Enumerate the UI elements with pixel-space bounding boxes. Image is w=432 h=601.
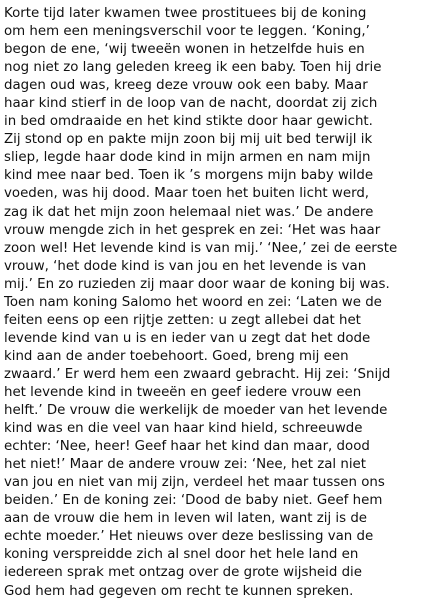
text-line: begon de ene, ‘wij tweeën wonen in hetzelfde huis en: [4, 42, 365, 58]
text-line: Zij stond op en pakte mijn zoon bij mij uit bed terwijl ik: [4, 132, 373, 148]
text-line: koning verspreidde zich al snel door het hele land en: [4, 547, 359, 563]
story-text: [4, 5, 432, 601]
text-line: het niet!’ Maar de andere vrouw zei: ‘Nee, het zal niet: [4, 457, 367, 473]
text-line: zwaard.’ Er werd hem een zwaard gebracht. Hij zei: ‘Snijd: [4, 366, 391, 382]
text-line: kind mee naar bed. Toen ik ’s morgens mijn baby wilde: [4, 168, 374, 184]
text-line: aan de vrouw die hem in leven wil laten, want zij is de: [4, 511, 368, 527]
text-line: kind was en die veel van haar kind hield, schreeuwde: [4, 421, 363, 437]
text-line: nog niet zo lang geleden kreeg ik een baby. Toen hij drie: [4, 60, 382, 76]
text-line: God hem had gegeven om recht te kunnen spreken.: [4, 583, 354, 599]
text-line: zag ik dat het mijn zoon helemaal niet was.’ De andere: [4, 204, 374, 220]
text-line: levende kind van u is en ieder van u zegt dat het dode: [4, 330, 371, 346]
text-line: vrouw mengde zich in het gesprek en zei: ‘Het was haar: [4, 222, 381, 238]
text-line: mij.’ En zo ruzieden zij maar door waar de koning bij was.: [4, 276, 390, 292]
text-line: echte moeder.’ Het nieuws over deze beslissing van de: [4, 529, 374, 545]
text-line: sliep, legde haar dode kind in mijn armen en nam mijn: [4, 150, 371, 166]
text-line: dagen oud was, kreeg deze vrouw ook een baby. Maar: [4, 78, 368, 94]
text-line: het levende kind in tweeën en geef iedere vrouw een: [4, 384, 362, 400]
text-line: echter: ‘Nee, heer! Geef haar het kind dan maar, dood: [4, 439, 370, 455]
text-line: in bed omdraaide en het kind stikte door haar gewicht.: [4, 114, 373, 130]
text-line: vrouw, ‘het dode kind is van jou en het levende is van: [4, 258, 367, 274]
text-line: haar kind stierf in de loop van de nacht, doordat zij zich: [4, 96, 378, 112]
text-line: voeden, was hij dood. Maar toen het buiten licht werd,: [4, 186, 370, 202]
text-line: Toen nam koning Salomo het woord en zei: ‘Laten we de: [4, 294, 382, 310]
text-line: zoon wel! Het levende kind is van mij.’ ‘Nee,’ zei de eerste: [4, 240, 398, 256]
text-line: helft.’ De vrouw die werkelijk de moeder van het levende: [4, 403, 388, 419]
text-line: feiten eens op een rijtje zetten: u zegt allebei dat het: [4, 312, 361, 328]
text-line: iedereen sprak met ontzag over de grote wijsheid die: [4, 565, 362, 581]
text-line: Korte tijd later kwamen twee prostituees bij de koning: [4, 6, 367, 21]
text-line: van jou en niet van mij zijn, verdeel het maar tussen ons: [4, 475, 385, 491]
text-line: om hem een meningsverschil voor te leggen. ‘Koning,’: [4, 24, 370, 40]
text-line: beiden.’ En de koning zei: ‘Dood de baby niet. Geef hem: [4, 493, 383, 509]
text-line: kind aan de ander toebehoort. Goed, breng mij een: [4, 348, 349, 364]
